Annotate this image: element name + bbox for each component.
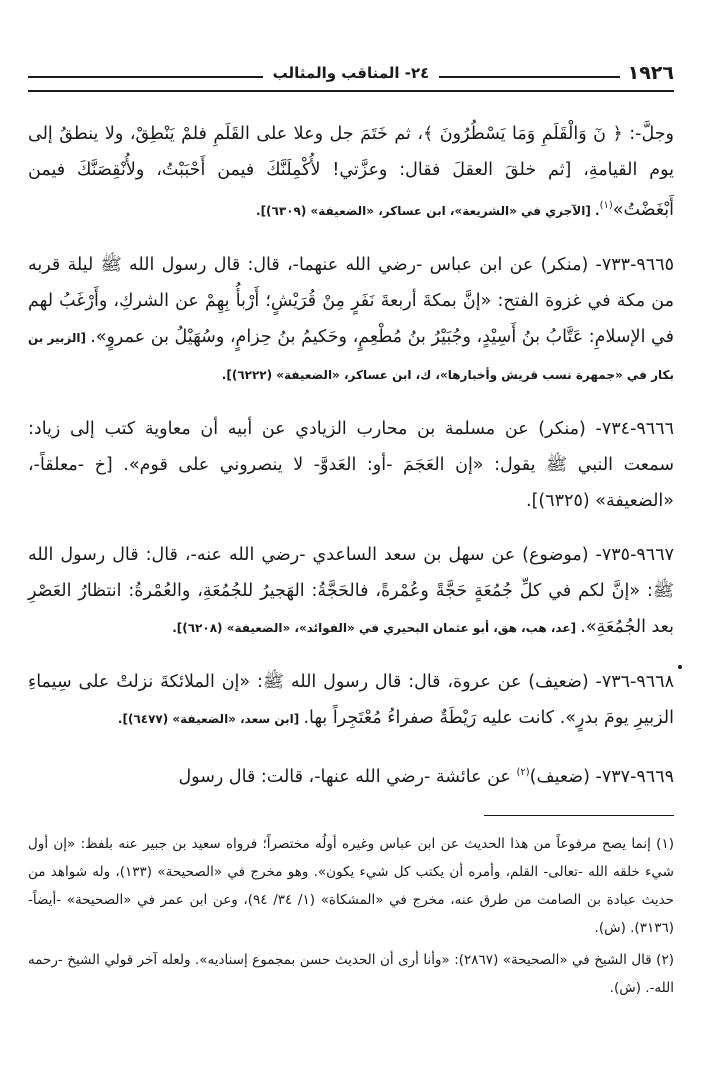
page-body bbox=[28, 116, 674, 1002]
footnote-marker-1: (١) bbox=[599, 200, 613, 211]
hadith-9666: ٩٦٦٦-٧٣٤- (منكر) عن مسلمة بن محارب الزيادي عن أبيه أن معاوية كتب إلى زياد: سمعت النبي ﷺ يقول: «إن العَجَمَ -أو: العَدوَّ- لا ينصروني على قوم». [خ -معلقاً-، «الضعيفة» (٦٣٢٥)]. bbox=[28, 418, 674, 511]
footnote-marker-2: (٢) bbox=[516, 766, 530, 778]
hadith-9667: ٩٦٦٧-٧٣٥- (موضوع) عن سهل بن سعد الساعدي -رضي الله عنه-، قال: قال رسول الله ﷺ: «إنَّ لكم في كلِّ جُمُعَةٍ حَجَّةً وعُمْرةً، فالحَجَّةُ: الهَجيرُ للجُمُعَةِ، والعُمْرةُ: انتظارُ العَصْرِ بعد الجُمُعَةِ». [عد، هب، هق، أبو عثمان البحيري في «الفوائد»، «الضعيفة» (٦٢٠٨)]. bbox=[28, 544, 674, 637]
source-reference: . [الآجري في «الشريعة»، ابن عساكر، «الضعيفة» (٦٣٠٩)]. bbox=[256, 203, 600, 218]
hadith-9668: ٩٦٦٨-٧٣٦- (ضعيف) عن عروة، قال: قال رسول الله ﷺ: «إن الملائكةَ نزلتْ على سِيماءِ الزبيرِ يومَ بدرٍ». كانت عليه رَيْطَةٌ صفراءُ مُعْتَجِراً بها. [ابن سعد، «الضعيفة» (٦٤٧٧)]. bbox=[28, 671, 674, 728]
page-number: ١٩٢٦ bbox=[620, 62, 674, 84]
source-reference: [عد، هب، هق، أبو عثمان البحيري في «الفوائد»، «الضعيفة» (٦٢٠٨)]. bbox=[172, 620, 581, 635]
footnote-separator bbox=[484, 815, 674, 816]
source-reference: [الزبير بن بكار في «جمهرة نسب قريش وأخبارها»، ك، ابن عساكر، «الضعيفة» (٦٢٢٢)]. bbox=[28, 330, 674, 382]
margin-dot bbox=[678, 665, 682, 669]
page-header bbox=[28, 52, 674, 92]
source-reference: [ابن سعد، «الضعيفة» (٦٤٧٧)]. bbox=[117, 711, 304, 726]
paragraph-intro: وجلَّ-: ﴿ نٓ وَالْقَلَمِ وَمَا يَسْطُرُونَ ﴾، ثم خَتَمَ جل وعلا على القَلَمِ فلمْ يَنْطِقْ، ولا ينطقُ إلى يوم القيامةِ، [ثم خلقَ العقلَ فقال: وعزَّتي! لأُكْمِلَنَّكَ فيمن أَحْبَبْتُ، ولأُنْقِصَنَّكَ فيمن أَبْغَضْتُ»$^{(١)}$. [الآجري في «الشريعة»، ابن عساكر، «الضعيفة» (٦٣٠٩)]. bbox=[28, 124, 674, 220]
hadith-9665: ٩٦٦٥-٧٣٣- (منكر) عن ابن عباس -رضي الله عنهما-، قال: قال رسول الله ﷺ ليلة قربه من مكة في غزوة الفتح: «إنَّ بمكةَ أربعةَ نَفَرٍ مِنْ قُرَيْشٍ؛ أَرْبأُ بِهِمْ عن الشركِ، وأَرْغَبُ لهم في الإسلامِ: عَتَّابُ بنُ أَسِيْدٍ، وجُبَيْرُ بنُ مُطْعِمٍ، وحَكيمُ بنُ حِزامٍ، وسُهَيْلُ بن عمروٍ». [الزبير بن بكار في «جمهرة نسب قريش وأخبارها»، ك، ابن عساكر، «الضعيفة» (٦٢٢٢)]. bbox=[28, 254, 674, 382]
footnote-2: (٢) قال الشيخ في «الصحيحة» (٢٨٦٧): «وأنا أرى أن الحديث حسن بمجموع إسناديه». ولعله آخر قولي الشيخ -رحمه الله-. (ش). bbox=[28, 951, 674, 996]
footnote-1: (١) إنما يصح مرفوعاً من هذا الحديث عن ابن عباس وغيره أولُه مختصراً؛ فرواه سعيد بن جبير عنه بلفظ: «إن أول شيء خلقه الله -تعالى- القلم، وأمره أن يكتب كل شيء يكون». وهو مخرج في «الصحيحة» (١٣٣)، وله شواهد من حديث عبادة بن الصامت من طرق عنه، مخرج في «المشكاة» (١/ ٣٤/ ٩٤)، وعن ابن عمر في «الصحيحة» -أيضاً- (٣١٣٦). (ش). bbox=[28, 835, 675, 936]
book-page bbox=[28, 52, 674, 1006]
chapter-title: ٢٤- المناقب والمثالب bbox=[28, 64, 674, 82]
hadith-9669: ٩٦٦٩-٧٣٧- (ضعيف)$^{(٢)}$ عن عائشة -رضي الله عنها-، قالت: قال رسول bbox=[178, 766, 674, 787]
